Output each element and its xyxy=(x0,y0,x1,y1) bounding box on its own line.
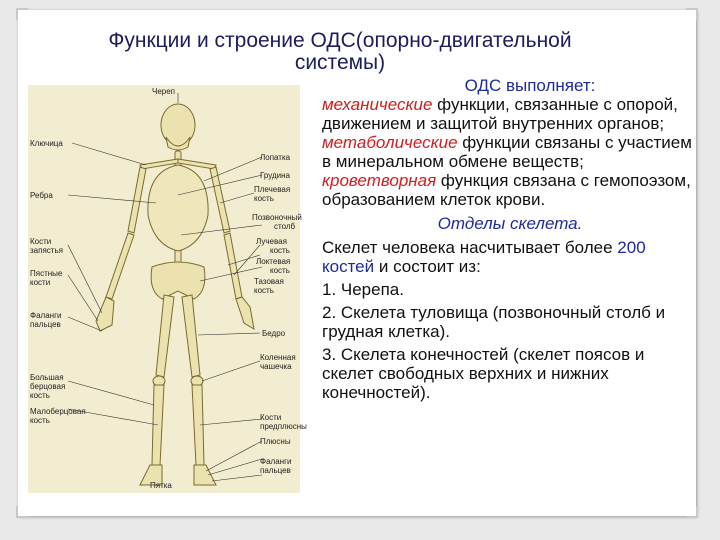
skeleton-count-number: 200 костей xyxy=(322,238,646,276)
function-hematopoietic-text: функция связана с гемопоэзом, образованием клеток крови. xyxy=(322,171,691,209)
label-plechevaya-2: кость xyxy=(254,194,274,203)
skeleton-count xyxy=(322,238,698,276)
label-nadkolennik-1: Коленная xyxy=(260,353,296,362)
label-bedro: Бедро xyxy=(262,329,286,338)
label-pozvonochnik-1: Позвоночный xyxy=(252,213,302,222)
function-metabolic-accent: метаболические xyxy=(322,133,458,152)
title-line-1: Функции и строение ОДС(опорно-двигательной xyxy=(108,29,572,52)
title-line-2: системы) xyxy=(294,51,386,74)
corner-mark-br xyxy=(686,506,698,518)
list-item-skull: 1. Черепа. xyxy=(322,280,404,299)
content-text xyxy=(322,76,698,402)
label-predplyusna-2: предплюсны xyxy=(260,422,307,431)
label-malobertsovaya xyxy=(30,407,86,425)
corner-mark-bl xyxy=(16,506,28,518)
skeleton-count-a: Скелет человека насчитывает более xyxy=(322,238,618,257)
label-falangi-1: Фаланги xyxy=(30,311,62,320)
label-loktevaya xyxy=(256,257,290,275)
label-plechevaya xyxy=(254,185,290,203)
label-luchevaya-2: кость xyxy=(270,246,290,255)
label-falangi xyxy=(30,311,61,329)
function-hematopoietic xyxy=(322,171,698,209)
skeleton-sections-heading: Отделы скелета. xyxy=(437,214,583,233)
label-kosti-zapyastya-1: Кости xyxy=(30,237,52,246)
label-nadkolennik xyxy=(260,353,296,371)
skeleton-count-b: и состоит из: xyxy=(374,257,481,276)
label-cherep: Череп xyxy=(152,87,176,96)
list-item-limbs: 3. Скелета конечностей (скелет поясов и скелет свободных верхних и нижних конечностей). xyxy=(322,345,645,402)
label-pozvonochnik-2: столб xyxy=(274,222,296,231)
function-hematopoietic-accent: кроветворная xyxy=(322,171,437,190)
label-bolshebertsovaya xyxy=(30,373,65,400)
function-mechanical-accent: механические xyxy=(322,95,433,114)
label-falangi-stopy-1: Фаланги xyxy=(260,457,292,466)
label-bolshebertsovaya-3: кость xyxy=(30,391,50,400)
label-pozvonochnik xyxy=(252,213,302,231)
label-loktevaya-2: кость xyxy=(270,266,290,275)
label-kosti-zapyastya-2: запястья xyxy=(30,246,63,255)
label-nadkolennik-2: чашечка xyxy=(260,362,292,371)
label-plyusna-1: Плюсны xyxy=(260,437,291,446)
label-loktevaya-1: Локтевая xyxy=(256,257,291,266)
label-pyatka: Пятка xyxy=(150,481,172,490)
list-item-trunk: 2. Скелета туловища (позвоночный столб и грудная клетка). xyxy=(322,303,666,341)
label-predplyusna-1: Кости xyxy=(260,413,282,422)
label-rebra: Ребра xyxy=(30,191,53,200)
label-malobertsovaya-1: Малоберцовая xyxy=(30,407,86,416)
label-bolshebertsovaya-1: Большая xyxy=(30,373,64,382)
label-luchevaya xyxy=(256,237,290,255)
label-lopatka: Лопатка xyxy=(260,153,291,162)
label-luchevaya-1: Лучевая xyxy=(256,237,287,246)
corner-mark-tr xyxy=(686,8,698,20)
label-plyusna xyxy=(260,437,291,446)
label-falangi-stopy xyxy=(260,457,291,475)
skeleton-figure xyxy=(28,85,307,493)
corner-mark-tl xyxy=(16,8,28,20)
functions-header: ОДС выполняет: xyxy=(464,76,596,95)
label-falangi-stopy-2: пальцев xyxy=(260,466,291,475)
label-kosti-zapyastya xyxy=(30,237,63,255)
function-mechanical xyxy=(322,95,698,133)
label-pyastnye-2: кости xyxy=(30,278,51,287)
label-pyastnye-1: Пястные xyxy=(30,269,63,278)
label-klyuchitsa: Ключица xyxy=(30,139,63,148)
label-plechevaya-1: Плечевая xyxy=(254,185,291,194)
function-mechanical-text: функции, связанные с опорой, движением и защитой внутренних органов; xyxy=(322,95,678,133)
label-malobertsovaya-2: кость xyxy=(30,416,50,425)
label-tazovaya: Тазовая кость xyxy=(254,277,284,295)
label-pyastnye xyxy=(30,269,62,287)
label-predplyusna xyxy=(260,413,307,431)
function-metabolic-text: функции связаны с участием в минеральном обмене веществ; xyxy=(322,133,692,171)
label-falangi-2: пальцев xyxy=(30,320,61,329)
label-bolshebertsovaya-2: берцовая xyxy=(30,382,66,391)
function-metabolic xyxy=(322,133,698,171)
label-grudina: Грудина xyxy=(260,171,290,180)
slide-title xyxy=(60,30,620,74)
